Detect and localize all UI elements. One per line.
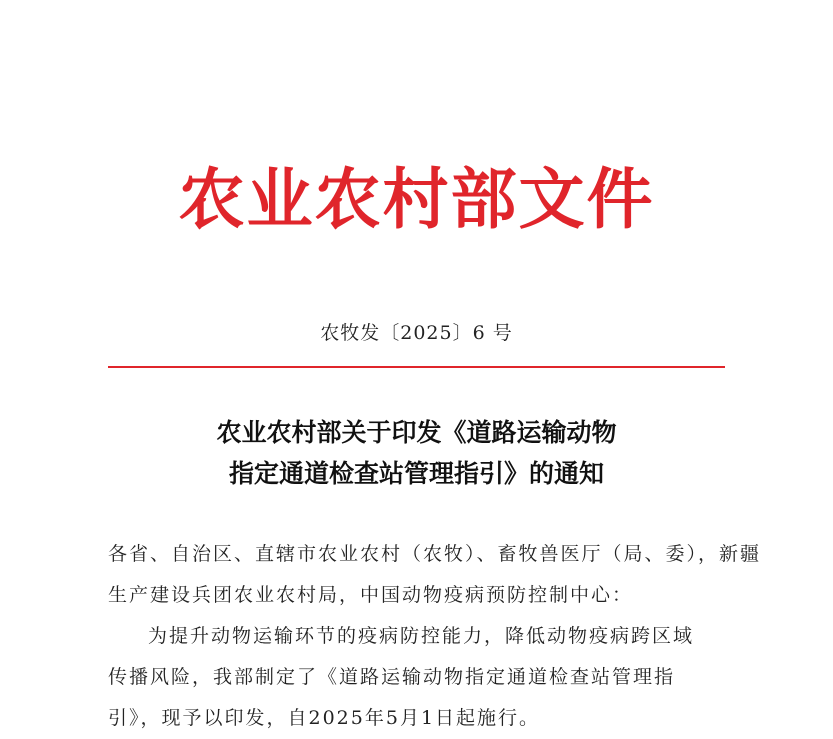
document-title [0,412,833,494]
body-line-paragraph-2: 传播风险，我部制定了《道路运输动物指定通道检查站管理指 [108,666,676,688]
body-line-addressee-1: 各省、自治区、直辖市农业农村（农牧）、畜牧兽医厅（局、委），新疆 [108,543,762,565]
body-line-paragraph-3: 引》，现予以印发，自2025年5月1日起施行。 [108,707,541,729]
body-line-paragraph-1: 为提升动物运输环节的疫病防控能力，降低动物疫病跨区域 [148,625,695,647]
document-title-line-2: 指定通道检查站管理指引》的通知 [228,459,604,488]
document-body [108,534,762,739]
document-title-line-1: 农业农村部关于印发《道路运输动物 [216,418,617,447]
red-divider-line [108,366,725,368]
document-masthead: 农业农村部文件 [178,161,655,238]
body-line-addressee-2: 生产建设兵团农业农村局，中国动物疫病预防控制中心： [108,584,634,606]
document-number: 农牧发〔2025〕6 号 [320,322,513,344]
